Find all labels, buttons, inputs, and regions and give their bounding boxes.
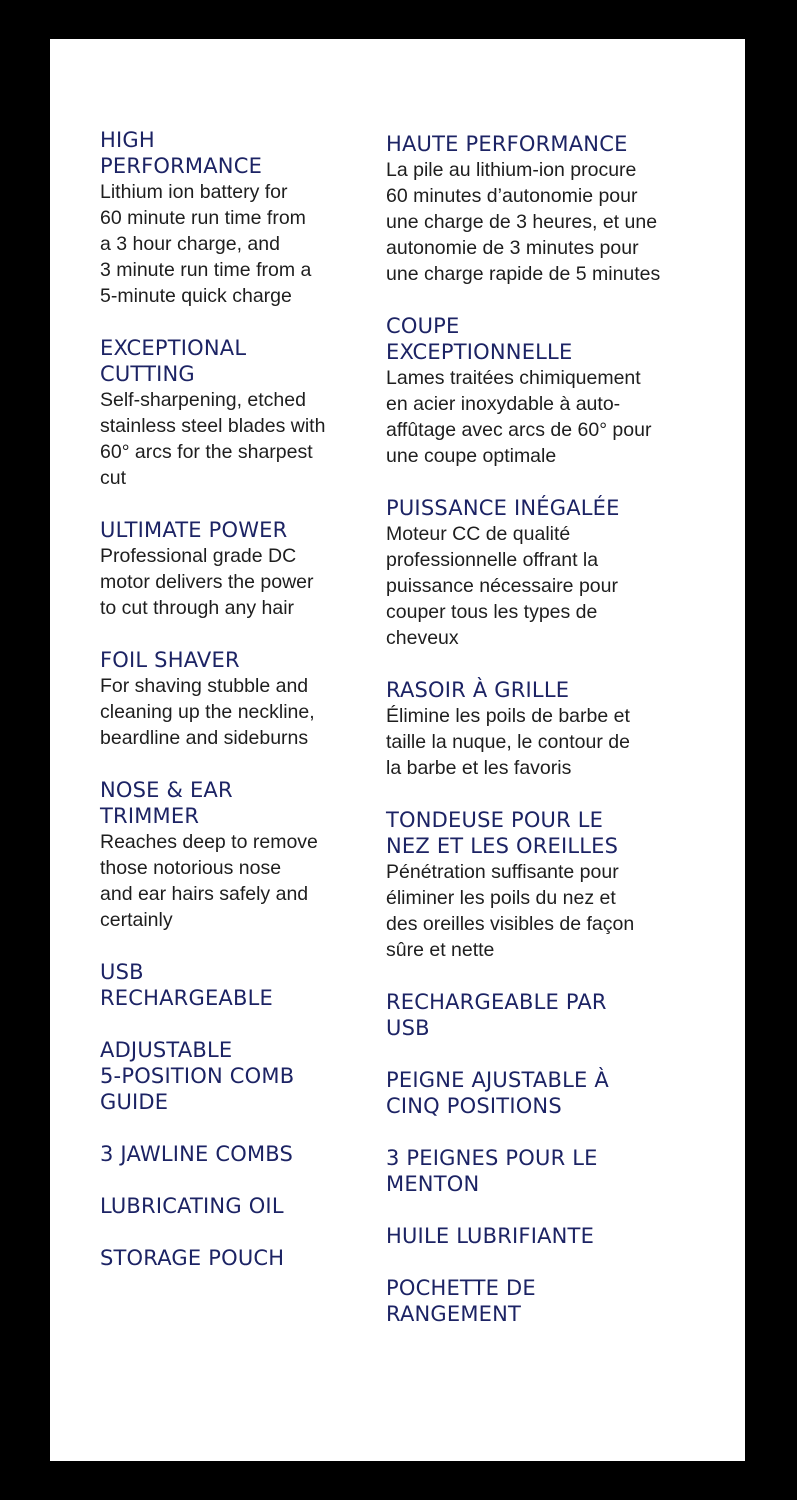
feature-title: HIGH PERFORMANCE xyxy=(100,128,263,178)
feature-nose-ear-trimmer-fr xyxy=(386,807,706,963)
feature-title: LUBRICATING OIL xyxy=(100,1194,284,1218)
feature-comb-guide-en xyxy=(100,1037,360,1115)
feature-usb-rechargeable-en xyxy=(100,959,360,1011)
feature-title: USB RECHARGEABLE xyxy=(100,960,273,1010)
feature-title: RECHARGEABLE PAR USB xyxy=(386,990,607,1040)
english-features-column xyxy=(100,39,360,1271)
feature-description: Reaches deep to remove those notorious nose and ear hairs safely and certainly xyxy=(100,831,318,931)
feature-ultimate-power-fr xyxy=(386,495,706,651)
feature-high-performance-en xyxy=(100,127,360,309)
feature-title: POCHETTE DE RANGEMENT xyxy=(386,1276,536,1326)
feature-description: Pénétration suffisante pour éliminer les poils du nez et des oreilles visibles de façon sûre et nette xyxy=(386,861,635,961)
feature-foil-shaver-en xyxy=(100,647,360,751)
feature-storage-pouch-en xyxy=(100,1245,360,1271)
feature-jawline-combs-fr xyxy=(386,1145,706,1197)
feature-panel xyxy=(50,39,745,1461)
feature-description: Moteur CC de qualité professionnelle offrant la puissance nécessaire pour couper tous les types de cheveux xyxy=(386,523,618,649)
feature-title: HAUTE PERFORMANCE xyxy=(386,132,628,156)
french-features-column xyxy=(386,39,706,1327)
feature-title: STORAGE POUCH xyxy=(100,1246,285,1270)
feature-lubricating-oil-en xyxy=(100,1193,360,1219)
feature-comb-guide-fr xyxy=(386,1067,706,1119)
feature-title: NOSE & EAR TRIMMER xyxy=(100,778,233,828)
feature-description: Self-sharpening, etched stainless steel blades with 60° arcs for the sharpest cut xyxy=(100,389,326,489)
feature-ultimate-power-en xyxy=(100,517,360,621)
feature-title: TONDEUSE POUR LE NEZ ET LES OREILLES xyxy=(386,808,619,858)
feature-high-performance-fr xyxy=(386,131,706,287)
feature-title: 3 JAWLINE COMBS xyxy=(100,1142,294,1166)
feature-lubricating-oil-fr xyxy=(386,1223,706,1249)
feature-storage-pouch-fr xyxy=(386,1275,706,1327)
feature-usb-rechargeable-fr xyxy=(386,989,706,1041)
feature-description: For shaving stubble and cleaning up the neckline, beardline and sideburns xyxy=(100,675,315,749)
feature-description: Lames traitées chimiquement en acier inoxydable à auto- affûtage avec arcs de 60° pour une coupe optimale xyxy=(386,367,652,467)
feature-foil-shaver-fr xyxy=(386,677,706,781)
feature-description: Professional grade DC motor delivers the power to cut through any hair xyxy=(100,545,314,619)
feature-exceptional-cutting-en xyxy=(100,335,360,491)
feature-title: PEIGNE AJUSTABLE À CINQ POSITIONS xyxy=(386,1068,609,1118)
feature-title: PUISSANCE INÉGALÉE xyxy=(386,496,620,520)
feature-title: 3 PEIGNES POUR LE MENTON xyxy=(386,1146,598,1196)
feature-title: ULTIMATE POWER xyxy=(100,518,288,542)
feature-title: ADJUSTABLE 5-POSITION COMB GUIDE xyxy=(100,1038,295,1114)
feature-description: Lithium ion battery for 60 minute run time from a 3 hour charge, and 3 minute run time from a 5-minute quick charge xyxy=(100,181,312,307)
feature-title: RASOIR À GRILLE xyxy=(386,678,570,702)
feature-exceptional-cutting-fr xyxy=(386,313,706,469)
feature-description: Élimine les poils de barbe et taille la nuque, le contour de la barbe et les favoris xyxy=(386,705,630,779)
feature-description: La pile au lithium-ion procure 60 minutes d’autonomie pour une charge de 3 heures, et une autonomie de 3 minutes pour une charge rapide de 5 minutes xyxy=(386,159,661,285)
feature-title: EXCEPTIONAL CUTTING xyxy=(100,336,247,386)
feature-title: FOIL SHAVER xyxy=(100,648,240,672)
feature-title: COUPE EXCEPTIONNELLE xyxy=(386,314,573,364)
feature-jawline-combs-en xyxy=(100,1141,360,1167)
feature-title: HUILE LUBRIFIANTE xyxy=(386,1224,595,1248)
feature-nose-ear-trimmer-en xyxy=(100,777,360,933)
